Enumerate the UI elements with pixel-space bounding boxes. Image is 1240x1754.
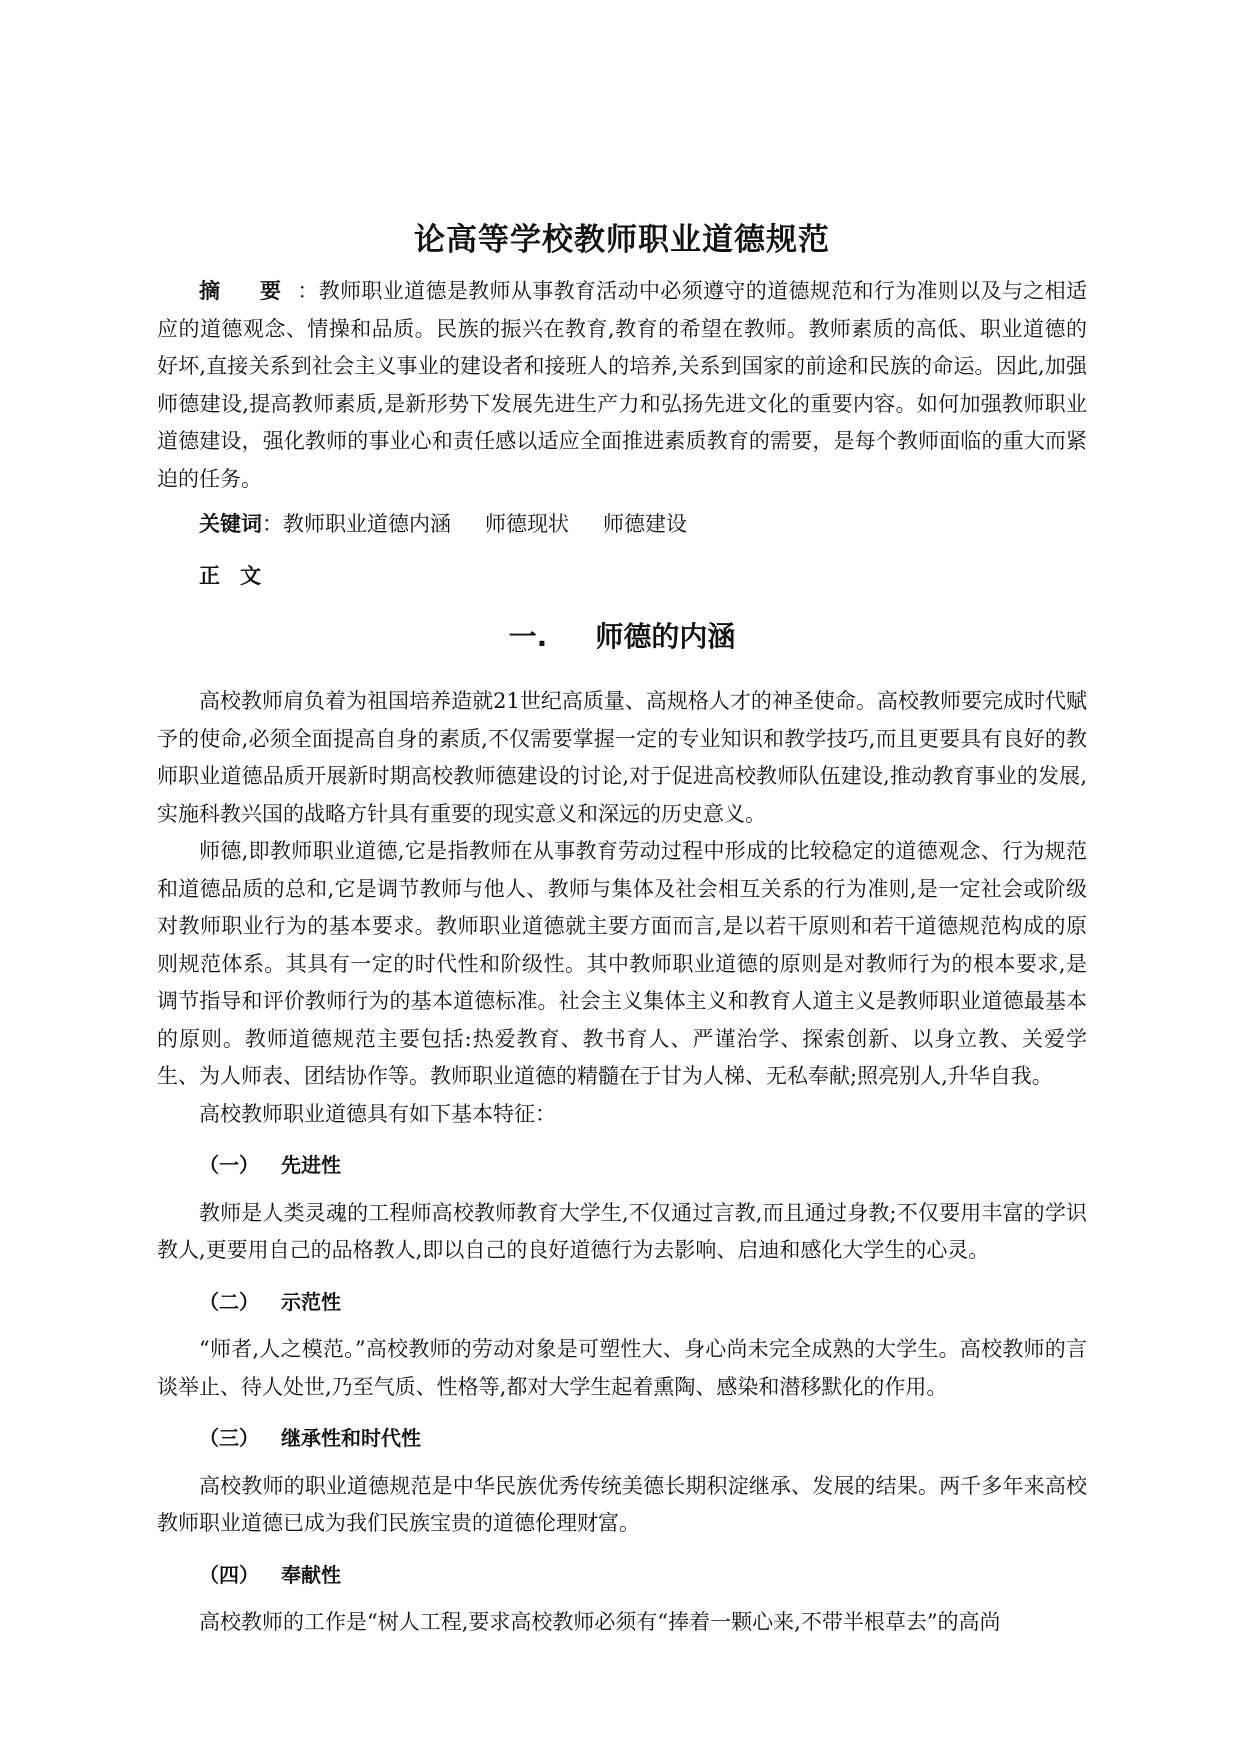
- abstract-paragraph: [157, 273, 1087, 498]
- body-label: 正文: [199, 563, 281, 588]
- subsection-heading: [199, 1420, 1087, 1458]
- subsection-heading: [199, 1147, 1087, 1185]
- subsection-paragraph: 教师是人类灵魂的工程师高校教师教育大学生,不仅通过言教,而且通过身教;不仅要用丰富的学识教人,更要用自己的品格教人,即以自己的良好道德行为去影响、启迪和感化大学生的心灵。: [157, 1200, 1087, 1262]
- section-number: 一.: [508, 620, 548, 653]
- subsection-title: 继承性和时代性: [281, 1426, 421, 1450]
- document-page: [157, 214, 1087, 1642]
- subsection-number: （二）: [199, 1289, 259, 1314]
- subsection-heading: [199, 1557, 1087, 1595]
- subsection-title: 先进性: [281, 1153, 341, 1177]
- subsection-paragraph: 高校教师的职业道德规范是中华民族优秀传统美德长期积淀继承、发展的结果。两千多年来高校教师职业道德已成为我们民族宝贵的道德伦理财富。: [157, 1473, 1087, 1535]
- document-title: 论高等学校教师职业道德规范: [414, 222, 830, 258]
- subsection-title: 奉献性: [281, 1562, 341, 1587]
- section-title: 师德的内涵: [595, 620, 736, 653]
- subsection-paragraph: 高校教师的工作是“树人工程,要求高校教师必须有“捧着一颗心来,不带半根草去”的高尚: [199, 1610, 1001, 1634]
- keyword-item: 师德现状: [485, 512, 569, 536]
- keywords-label: 关键词: [199, 512, 262, 536]
- keywords-line: [157, 506, 1087, 544]
- section-paragraph: 高校教师职业道德具有如下基本特征：: [199, 1101, 556, 1126]
- section-paragraph: 高校教师肩负着为祖国培养造就21世纪高质量、高规格人才的神圣使命。高校教师要完成时代赋予的使命,必须全面提高自身的素质,不仅需要掌握一定的专业知识和教学技巧,而且更要具有良好的教师职业道德品质开展新时期高校教师德建设的讨论,对于促进高校教师队伍建设,推动教育事业的发展,实施科教兴国的战略方针具有重要的现实意义和深远的历史意义。: [157, 689, 1087, 826]
- subsection-heading: [199, 1284, 1087, 1322]
- abstract-label: 摘 要: [199, 279, 298, 303]
- abstract-text: ：教师职业道德是教师从事教育活动中必须遵守的道德规范和行为准则以及与之相适应的道德观念、情操和品质。民族的振兴在教育,教育的希望在教师。教师素质的高低、职业道德的好坏,直接关系到社会主义事业的建设者和接班人的培养,关系到国家的前途和民族的命运。因此,加强师德建设,提高教师素质,是新形势下发展先进生产力和弘扬先进文化的重要内容。如何加强教师职业道德建设，强化教师的事业心和责任感以适应全面推进素质教育的需要，是每个教师面临的重大而紧迫的任务。: [157, 279, 1088, 491]
- keywords-separator: ：: [262, 512, 283, 536]
- subsection-title: 示范性: [281, 1289, 341, 1314]
- keyword-item: 教师职业道德内涵: [283, 512, 451, 536]
- subsection-paragraph: “师者,人之模范。”高校教师的劳动对象是可塑性大、身心尚未完全成熟的大学生。高校教师的言谈举止、待人处世,乃至气质、性格等,都对大学生起着熏陶、感染和潜移默化的作用。: [157, 1337, 1087, 1399]
- subsection-number: （四）: [199, 1562, 259, 1587]
- section-heading: [157, 617, 1087, 657]
- subsection-number: （一）: [199, 1153, 259, 1177]
- subsection-number: （三）: [199, 1426, 259, 1450]
- section-paragraph: 师德,即教师职业道德,它是指教师在从事教育劳动过程中形成的比较稳定的道德观念、行为规范和道德品质的总和,它是调节教师与他人、教师与集体及社会相互关系的行为准则,是一定社会或阶级对教师职业行为的基本要求。教师职业道德就主要方面而言,是以若干原则和若干道德规范构成的原则规范体系。其具有一定的时代性和阶级性。其中教师职业道德的原则是对教师行为的根本要求,是调节指导和评价教师行为的基本道德标准。社会主义集体主义和教育人道主义是教师职业道德最基本的原则。教师道德规范主要包括:热爱教育、教书育人、严谨治学、探索创新、以身立教、关爱学生、为人师表、团结协作等。教师职业道德的精髓在于甘为人梯、无私奉献;照亮别人,升华自我。: [157, 839, 1087, 1088]
- keyword-item: 师德建设: [603, 512, 687, 536]
